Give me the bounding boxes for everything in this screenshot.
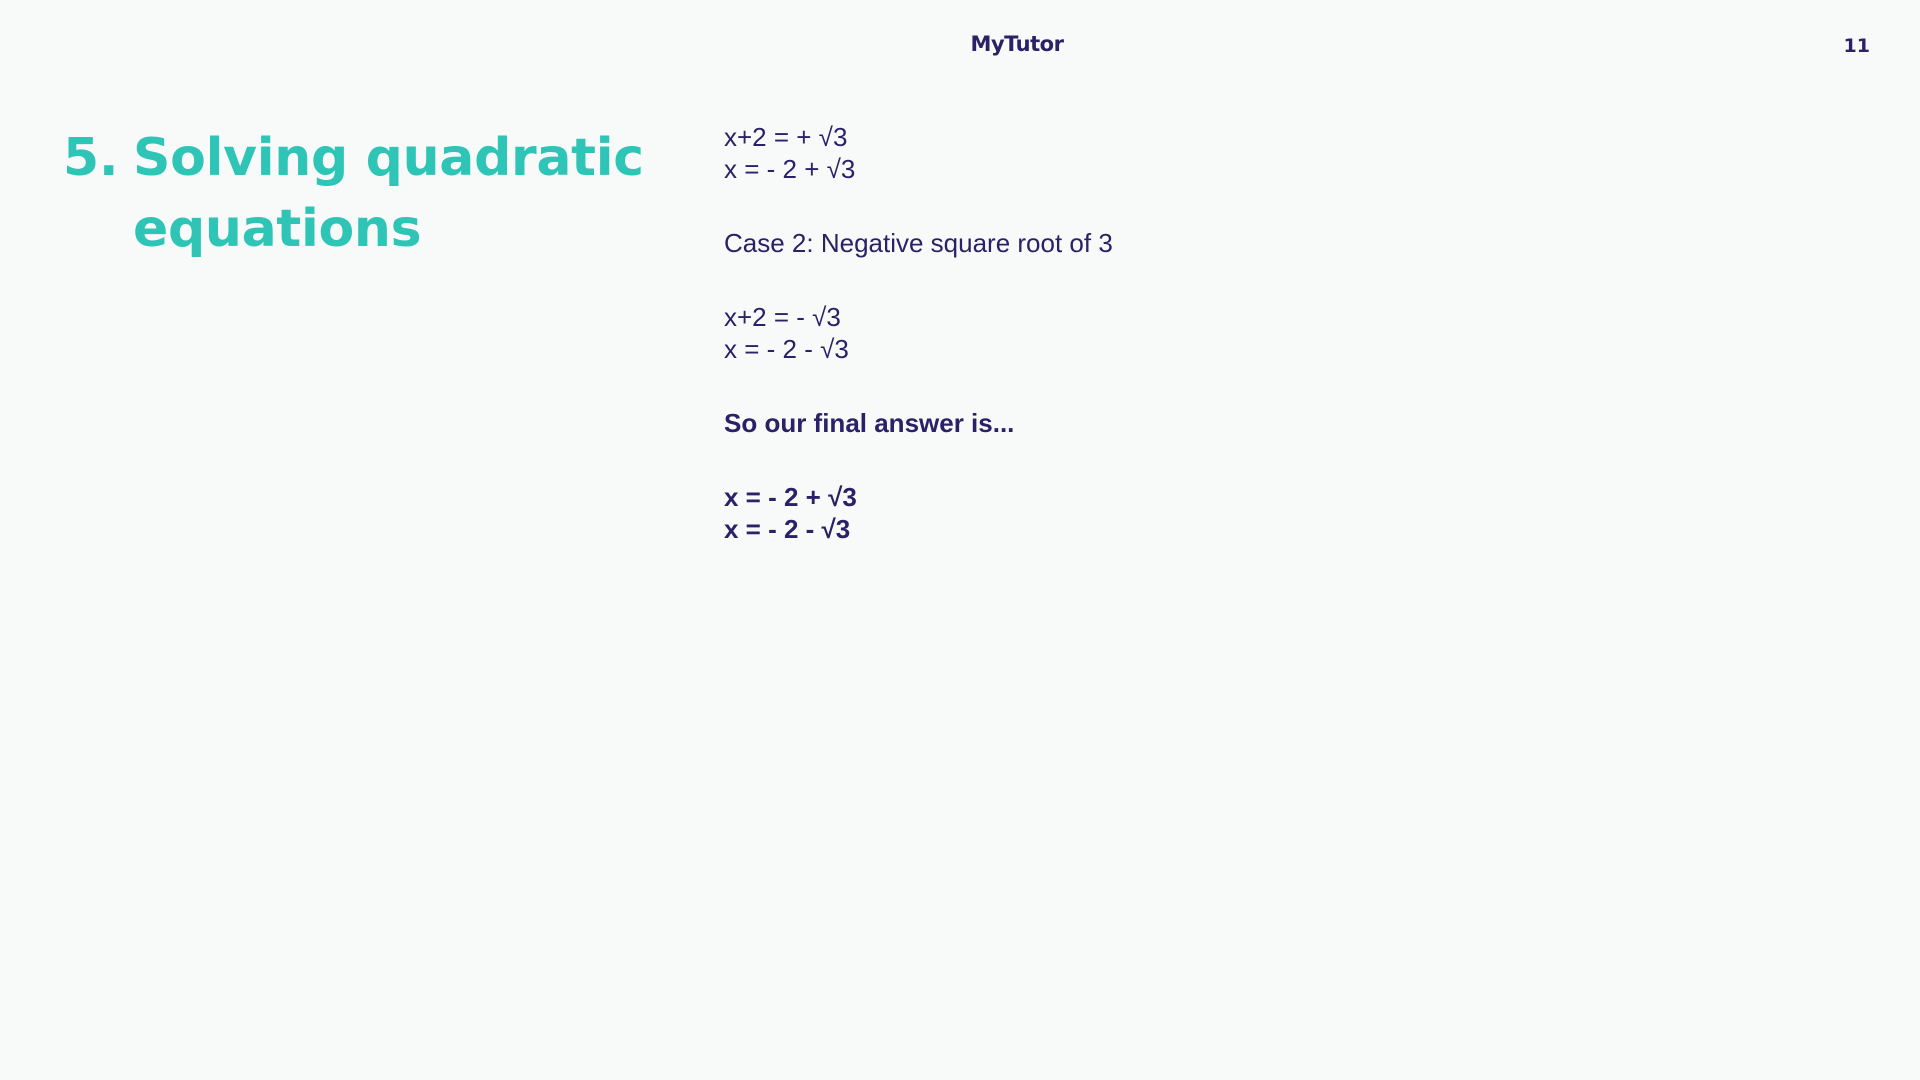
heading-title: Solving quadratic equations bbox=[133, 128, 644, 259]
case1-line-2: x = - 2 + √3 bbox=[724, 154, 856, 184]
case2-line-2: x = - 2 - √3 bbox=[724, 334, 849, 364]
spacer bbox=[724, 439, 1113, 481]
final-answer-intro: So our final answer is... bbox=[724, 408, 1015, 438]
page-number: 11 bbox=[1843, 35, 1870, 57]
case2-title: Case 2: Negative square root of 3 bbox=[724, 228, 1113, 258]
spacer bbox=[724, 365, 1113, 407]
final-answer-1: x = - 2 + √3 bbox=[724, 482, 857, 512]
final-answer-2: x = - 2 - √3 bbox=[724, 514, 851, 544]
slide-content bbox=[724, 121, 1113, 545]
brand-logo: MyTutor bbox=[970, 32, 1064, 56]
spacer bbox=[724, 185, 1113, 227]
slide-heading bbox=[63, 123, 693, 265]
heading-number: 5. bbox=[63, 128, 119, 188]
case1-line-1: x+2 = + √3 bbox=[724, 122, 848, 152]
spacer bbox=[724, 259, 1113, 301]
case2-line-1: x+2 = - √3 bbox=[724, 302, 841, 332]
